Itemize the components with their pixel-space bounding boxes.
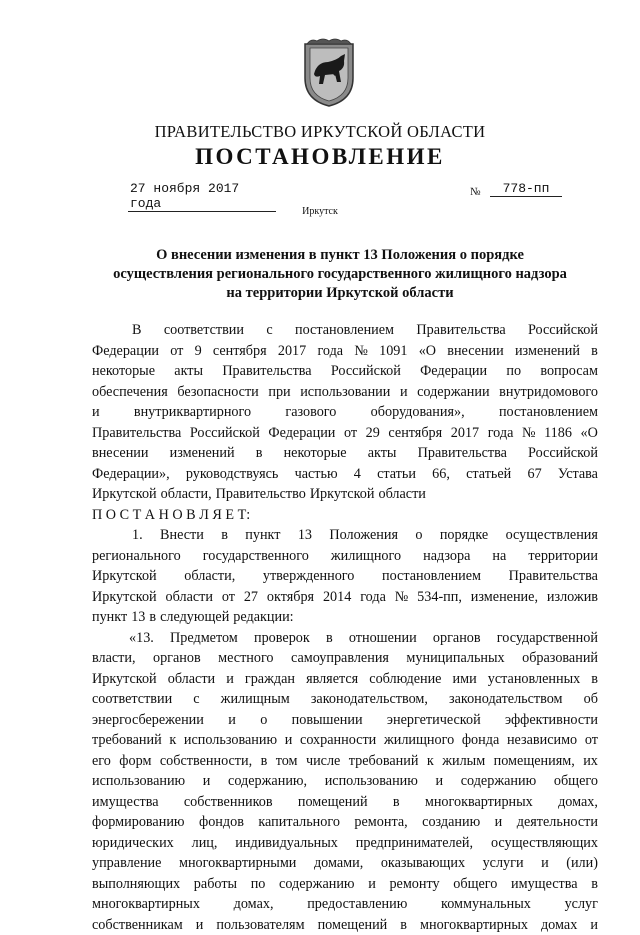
body-word: соблюдение bbox=[369, 669, 441, 690]
body-word: безопасности bbox=[177, 382, 258, 403]
body-word: к bbox=[427, 751, 434, 772]
body-word: установленных bbox=[488, 669, 580, 690]
body-word: акты bbox=[174, 361, 203, 382]
body-word: услуги bbox=[483, 853, 524, 874]
body-word: управление bbox=[92, 853, 161, 874]
body-word: помещениям, bbox=[494, 751, 575, 772]
body-word: повышении bbox=[292, 710, 363, 731]
body-word: надзора bbox=[423, 546, 470, 567]
body-line bbox=[92, 320, 598, 341]
body-word: домами, bbox=[314, 853, 363, 874]
body-word: и bbox=[196, 915, 204, 935]
body-word: в bbox=[400, 915, 407, 935]
body-word: Российской bbox=[528, 320, 598, 341]
body-word: энергетической bbox=[387, 710, 481, 731]
body-line bbox=[92, 833, 598, 854]
body-word: в bbox=[326, 628, 333, 649]
body-word: октября bbox=[267, 587, 314, 608]
body-word: власти, bbox=[92, 648, 136, 669]
body-line bbox=[92, 751, 598, 772]
body-word: государственной bbox=[497, 628, 598, 649]
coat-of-arms-icon bbox=[301, 38, 357, 108]
body-line bbox=[92, 464, 598, 485]
body-word: обеспечения bbox=[92, 382, 168, 403]
body-word: Федерации», bbox=[92, 464, 170, 485]
body-line bbox=[92, 382, 598, 403]
heading-line: на территории Иркутской области bbox=[80, 284, 600, 303]
body-word: внутридомового bbox=[499, 382, 598, 403]
government-name: ПРАВИТЕЛЬСТВО ИРКУТСКОЙ ОБЛАСТИ bbox=[0, 122, 640, 142]
body-word: с bbox=[266, 320, 272, 341]
body-word: имущества bbox=[92, 792, 159, 813]
body-word: жилищного bbox=[331, 546, 401, 567]
body-word: изменений bbox=[170, 443, 235, 464]
body-word: многоквартирных bbox=[92, 894, 200, 915]
body-word: и bbox=[226, 669, 234, 690]
body-word: многоквартирных bbox=[420, 915, 528, 935]
body-word: порядке bbox=[440, 525, 488, 546]
body-word: сентября bbox=[213, 341, 267, 362]
body-word: 534-пп, bbox=[417, 587, 462, 608]
body-word: домах, bbox=[234, 894, 274, 915]
body-word: области, bbox=[184, 566, 235, 587]
body-word: постановлением bbox=[499, 402, 598, 423]
body-word: Положения bbox=[329, 525, 398, 546]
body-word: 27 bbox=[244, 587, 258, 608]
body-word: пользователям bbox=[216, 915, 304, 935]
body-line bbox=[92, 874, 598, 895]
body-word: пункт bbox=[92, 607, 127, 628]
body-word: ими bbox=[453, 669, 477, 690]
body-word: в bbox=[591, 874, 598, 895]
body-word: использованию bbox=[184, 730, 277, 751]
body-line bbox=[92, 607, 598, 628]
body-word: законодательством, bbox=[311, 689, 428, 710]
body-word: Устава bbox=[558, 464, 598, 485]
body-word: помещений bbox=[298, 792, 368, 813]
body-word: использованию bbox=[92, 771, 185, 792]
body-word: изменений bbox=[515, 341, 580, 362]
body-word: 1. bbox=[132, 525, 143, 546]
document-heading bbox=[80, 246, 600, 303]
body-word: в bbox=[261, 751, 268, 772]
body-word: области bbox=[378, 484, 425, 505]
body-word: «13. bbox=[129, 628, 154, 649]
body-line bbox=[92, 341, 598, 362]
body-word: эффективности bbox=[505, 710, 598, 731]
body-word: В bbox=[132, 320, 141, 341]
body-word: к bbox=[169, 730, 176, 751]
body-word: собственников bbox=[184, 792, 273, 813]
body-word: Российской bbox=[331, 361, 401, 382]
body-word: Иркутской bbox=[92, 587, 157, 608]
body-line bbox=[92, 566, 598, 587]
body-word: 1186 bbox=[544, 423, 572, 444]
body-line bbox=[92, 915, 598, 935]
body-word: и bbox=[400, 382, 408, 403]
body-word: сохранности bbox=[300, 730, 376, 751]
body-word: 67 bbox=[527, 464, 541, 485]
body-word: муниципальных bbox=[406, 648, 504, 669]
heading-line: осуществления регионального государственного жилищного надзора bbox=[80, 265, 600, 284]
body-word: числе bbox=[306, 751, 340, 772]
body-word: том bbox=[276, 751, 298, 772]
body-word: Иркутской bbox=[92, 484, 157, 505]
body-word: регионального bbox=[92, 546, 181, 567]
body-word: органов bbox=[433, 628, 481, 649]
body-word: соответствии bbox=[164, 320, 244, 341]
body-word: «О bbox=[581, 423, 598, 444]
body-word: Правительства bbox=[416, 320, 505, 341]
body-word: Правительства bbox=[92, 423, 181, 444]
body-line bbox=[92, 689, 598, 710]
body-line bbox=[92, 710, 598, 731]
body-word: 9 bbox=[195, 341, 202, 362]
body-word: Предметом bbox=[170, 628, 238, 649]
body-word: ремонта, bbox=[354, 812, 407, 833]
body-word: 4 bbox=[354, 464, 361, 485]
body-word: содержании bbox=[417, 382, 489, 403]
body-word: их bbox=[583, 751, 598, 772]
body-word: помещений bbox=[318, 915, 388, 935]
body-word: Федерации bbox=[92, 341, 159, 362]
body-word: пункт bbox=[245, 525, 280, 546]
body-word: местного bbox=[218, 648, 273, 669]
body-word: и bbox=[368, 874, 376, 895]
body-word: внесении bbox=[92, 443, 149, 464]
body-word: Правительства bbox=[418, 443, 507, 464]
body-word: услуг bbox=[565, 894, 598, 915]
body-word: отношении bbox=[349, 628, 417, 649]
body-word: редакции: bbox=[233, 607, 293, 628]
body-word: руководствуясь bbox=[186, 464, 279, 485]
body-word: оборудования», bbox=[371, 402, 465, 423]
body-word: жилищным bbox=[221, 689, 290, 710]
body-line bbox=[92, 894, 598, 915]
body-word: собственности, bbox=[160, 751, 252, 772]
body-word: внутриквартирного bbox=[134, 402, 251, 423]
body-word: по bbox=[506, 361, 521, 382]
body-line bbox=[92, 525, 598, 546]
body-word: акты bbox=[368, 443, 397, 464]
body-word: форм bbox=[119, 751, 151, 772]
body-word: газового bbox=[285, 402, 336, 423]
body-word: собственникам bbox=[92, 915, 183, 935]
body-word: Правительства bbox=[222, 361, 311, 382]
body-word: об bbox=[584, 689, 598, 710]
body-word: с bbox=[193, 689, 199, 710]
body-word: следующей bbox=[160, 607, 229, 628]
body-line bbox=[92, 402, 598, 423]
body-word: юридических bbox=[92, 833, 174, 854]
body-word: деятельности bbox=[517, 812, 598, 833]
document-title: ПОСТАНОВЛЕНИЕ bbox=[0, 144, 640, 170]
body-word: в bbox=[393, 792, 400, 813]
body-word: и bbox=[590, 915, 598, 935]
body-word: Внести bbox=[160, 525, 204, 546]
body-word: и bbox=[203, 771, 211, 792]
body-line bbox=[92, 792, 598, 813]
body-word: постановлением bbox=[295, 320, 394, 341]
body-line bbox=[92, 546, 598, 567]
body-word: Российской bbox=[190, 423, 260, 444]
body-word: самоуправления bbox=[291, 648, 389, 669]
body-word: 1091 bbox=[379, 341, 407, 362]
body-word: от bbox=[222, 587, 235, 608]
body-word: утвержденного bbox=[263, 566, 354, 587]
body-word: статьи bbox=[377, 464, 416, 485]
document-number: 778-пп bbox=[490, 181, 562, 197]
body-line bbox=[92, 361, 598, 382]
body-word: Иркутской bbox=[92, 669, 157, 690]
body-word: (или) bbox=[566, 853, 598, 874]
body-word: от bbox=[585, 730, 598, 751]
body-word: использованию bbox=[325, 771, 418, 792]
body-word: Правительства bbox=[509, 566, 598, 587]
body-word: содержанию, bbox=[228, 771, 307, 792]
body-word: 2017 bbox=[278, 341, 306, 362]
body-word: созданию bbox=[422, 812, 480, 833]
body-word: изложив bbox=[547, 587, 598, 608]
body-line bbox=[92, 587, 598, 608]
body-word: в bbox=[256, 443, 263, 464]
body-line bbox=[92, 648, 598, 669]
body-line bbox=[92, 628, 598, 649]
body-word: 29 bbox=[366, 423, 380, 444]
body-line bbox=[92, 853, 598, 874]
body-word: коммунальных bbox=[441, 894, 531, 915]
body-word: при bbox=[268, 382, 290, 403]
body-word: многоквартирных bbox=[425, 792, 533, 813]
body-word: П О С Т А Н О В Л Я Е Т: bbox=[92, 505, 250, 526]
body-word: области bbox=[166, 587, 213, 608]
heading-line: О внесении изменения в пункт 13 Положения о порядке bbox=[80, 246, 600, 265]
body-word: по bbox=[251, 874, 266, 895]
body-word: Иркутской bbox=[310, 484, 375, 505]
body-word: органов bbox=[153, 648, 201, 669]
body-word: Российской bbox=[528, 443, 598, 464]
body-line bbox=[92, 730, 598, 751]
body-word: о bbox=[415, 525, 422, 546]
body-word: от bbox=[170, 341, 183, 362]
body-word: жилым bbox=[442, 751, 485, 772]
body-word: и bbox=[92, 402, 100, 423]
body-word: оказывающих bbox=[381, 853, 465, 874]
body-word: многоквартирными bbox=[179, 853, 296, 874]
body-word: от bbox=[344, 423, 357, 444]
body-word: соответствии bbox=[92, 689, 172, 710]
body-line bbox=[92, 669, 598, 690]
body-line bbox=[92, 505, 598, 526]
document-date: 27 ноября 2017 года bbox=[128, 181, 276, 212]
document-body bbox=[92, 320, 598, 935]
body-word: изменение, bbox=[471, 587, 538, 608]
body-word: проверок bbox=[254, 628, 310, 649]
body-word: № bbox=[522, 423, 536, 444]
body-word: требований bbox=[349, 751, 419, 772]
body-word: года bbox=[488, 423, 514, 444]
body-word: ремонту bbox=[389, 874, 439, 895]
body-word: в bbox=[149, 607, 156, 628]
body-word: общего bbox=[554, 771, 598, 792]
body-word: выполняющих bbox=[92, 874, 180, 895]
body-word: 66, bbox=[432, 464, 450, 485]
body-word: и bbox=[495, 812, 503, 833]
body-word: осуществления bbox=[506, 525, 598, 546]
body-line bbox=[92, 484, 598, 505]
body-word: Правительство bbox=[216, 484, 306, 505]
body-word: осуществляющих bbox=[491, 833, 598, 854]
body-line bbox=[92, 771, 598, 792]
body-word: Иркутской bbox=[92, 566, 157, 587]
body-word: Федерации bbox=[420, 361, 487, 382]
body-word: независимо bbox=[507, 730, 577, 751]
body-word: 2017 bbox=[451, 423, 479, 444]
body-word: требований bbox=[92, 730, 162, 751]
body-word: государственного bbox=[203, 546, 309, 567]
body-word: и bbox=[541, 853, 549, 874]
city: Иркутск bbox=[0, 206, 640, 217]
body-word: работы bbox=[194, 874, 237, 895]
body-word: статьей bbox=[466, 464, 511, 485]
body-word: формированию bbox=[92, 812, 185, 833]
body-word: № bbox=[354, 341, 368, 362]
body-word: вопросам bbox=[540, 361, 598, 382]
body-line bbox=[92, 423, 598, 444]
body-word: лиц, bbox=[192, 833, 218, 854]
body-word: внесении bbox=[447, 341, 504, 362]
body-word: в bbox=[591, 669, 598, 690]
body-word: 13 bbox=[298, 525, 312, 546]
body-word: постановлением bbox=[382, 566, 481, 587]
body-word: территории bbox=[528, 546, 598, 567]
body-word: Федерации bbox=[268, 423, 335, 444]
body-word: области bbox=[168, 669, 215, 690]
body-word: на bbox=[492, 546, 506, 567]
body-word: № bbox=[395, 587, 409, 608]
body-word: области, bbox=[161, 484, 212, 505]
body-word: фонда bbox=[462, 730, 499, 751]
body-word: 13 bbox=[131, 607, 145, 628]
body-word: некоторые bbox=[92, 361, 155, 382]
body-word: и bbox=[228, 710, 236, 731]
body-word: и bbox=[436, 771, 444, 792]
body-line bbox=[92, 443, 598, 464]
body-word: домах bbox=[541, 915, 577, 935]
body-line bbox=[92, 812, 598, 833]
body-word: индивидуальных bbox=[235, 833, 338, 854]
body-word: предпринимателей, bbox=[356, 833, 473, 854]
body-word: домах, bbox=[558, 792, 598, 813]
body-word: фондов bbox=[199, 812, 244, 833]
body-word: и bbox=[285, 730, 293, 751]
body-word: имущества bbox=[511, 874, 578, 895]
body-word: 2014 bbox=[323, 587, 351, 608]
body-word: является bbox=[306, 669, 358, 690]
body-word: «О bbox=[419, 341, 436, 362]
body-word: частью bbox=[295, 464, 338, 485]
body-word: образований bbox=[522, 648, 598, 669]
body-word: капитального bbox=[258, 812, 340, 833]
body-word: граждан bbox=[245, 669, 295, 690]
body-word: предоставлению bbox=[307, 894, 407, 915]
body-word: сентября bbox=[388, 423, 442, 444]
body-word: энергосбережении bbox=[92, 710, 204, 731]
body-word: некоторые bbox=[284, 443, 347, 464]
body-word: о bbox=[260, 710, 267, 731]
body-word: года bbox=[360, 587, 386, 608]
body-word: его bbox=[92, 751, 111, 772]
body-word: жилищного bbox=[384, 730, 454, 751]
body-word: в bbox=[591, 341, 598, 362]
body-word: содержанию bbox=[461, 771, 536, 792]
body-word: года bbox=[317, 341, 343, 362]
body-word: содержанию bbox=[279, 874, 354, 895]
number-sign: № bbox=[470, 186, 481, 198]
body-word: использовании bbox=[300, 382, 390, 403]
body-word: в bbox=[221, 525, 228, 546]
body-word: общего bbox=[453, 874, 497, 895]
body-word: законодательством bbox=[449, 689, 563, 710]
